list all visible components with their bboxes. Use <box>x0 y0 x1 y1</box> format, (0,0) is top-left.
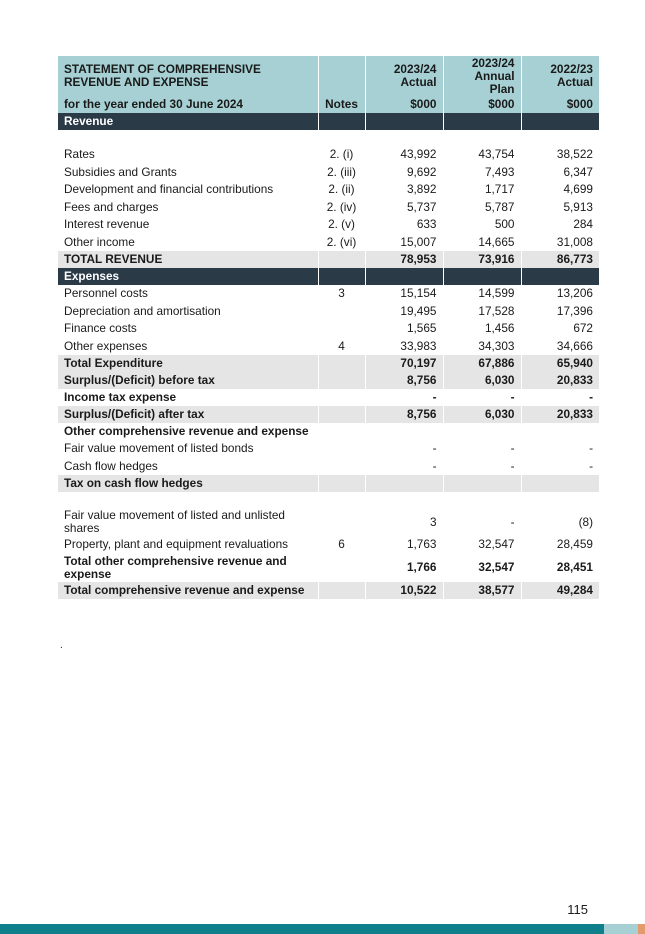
value-cell: 6,347 <box>521 164 599 182</box>
value-cell: 20,833 <box>521 406 599 423</box>
value-cell: 284 <box>521 216 599 234</box>
value-cell: 43,754 <box>443 146 521 164</box>
value-cell: 78,953 <box>365 251 443 268</box>
row-label: Other comprehensive revenue and expense <box>64 424 309 438</box>
total-row <box>58 251 599 268</box>
value-cell: 70,197 <box>365 355 443 372</box>
value-cell: 3,892 <box>365 181 443 199</box>
table-row <box>58 508 599 536</box>
notes-header: Notes <box>318 96 365 113</box>
value-cell: 13,206 <box>521 285 599 303</box>
section-title: Expenses <box>58 268 318 285</box>
page-number: 115 <box>567 902 588 917</box>
table-row <box>58 320 599 338</box>
value-cell: 633 <box>365 216 443 234</box>
row-note: 2. (ii) <box>318 181 365 199</box>
table-row <box>58 199 599 217</box>
row-label: Fees and charges <box>64 199 159 214</box>
value-cell: 65,940 <box>521 355 599 372</box>
table-row <box>58 440 599 458</box>
header-row <box>58 56 599 96</box>
row-label: Other income <box>64 234 135 249</box>
value-cell: 10,522 <box>365 582 443 599</box>
value-cell: 34,666 <box>521 338 599 356</box>
row-note: 2. (v) <box>318 216 365 234</box>
value-cell: 15,007 <box>365 234 443 252</box>
row-label: Property, plant and equipment revaluations <box>64 537 289 552</box>
value-cell: 86,773 <box>521 251 599 268</box>
row-label: Interest revenue <box>64 217 150 232</box>
header-units-row <box>58 96 599 113</box>
row-note: 2. (vi) <box>318 234 365 252</box>
table-row <box>58 536 599 554</box>
row-note: 3 <box>318 285 365 303</box>
value-cell: 28,451 <box>521 554 599 582</box>
table-row <box>58 146 599 164</box>
value-cell: 20,833 <box>521 372 599 389</box>
period-label: for the year ended 30 June 2024 <box>58 96 318 113</box>
value-cell: - <box>443 440 521 458</box>
value-cell: 5,913 <box>521 199 599 217</box>
row-label: Cash flow hedges <box>64 458 158 473</box>
value-cell: 28,459 <box>521 536 599 554</box>
table-row <box>58 164 599 182</box>
row-label: Depreciation and amortisation <box>64 303 221 318</box>
row-label: Development and financial contributions <box>64 182 274 197</box>
table-row <box>58 554 599 582</box>
value-cell: 1,763 <box>365 536 443 554</box>
value-cell: 9,692 <box>365 164 443 182</box>
value-cell: 3 <box>365 508 443 536</box>
total-row <box>58 406 599 423</box>
row-label: Subsidies and Grants <box>64 164 177 179</box>
value-cell: - <box>521 389 599 406</box>
value-cell: 33,983 <box>365 338 443 356</box>
value-cell: 1,565 <box>365 320 443 338</box>
col-2023-24-actual-header: 2023/24 Actual <box>365 56 443 96</box>
table-row <box>58 338 599 356</box>
unit-label: $000 <box>521 96 599 113</box>
value-cell: - <box>521 458 599 476</box>
unit-label: $000 <box>365 96 443 113</box>
table-row <box>58 216 599 234</box>
row-note: 4 <box>318 338 365 356</box>
table-row <box>58 234 599 252</box>
total-row <box>58 372 599 389</box>
value-cell: 17,396 <box>521 303 599 321</box>
footer-bar-orange <box>638 924 645 934</box>
statement-title: STATEMENT OF COMPREHENSIVE REVENUE AND EXPENSE <box>58 56 318 96</box>
row-label: Surplus/(Deficit) after tax <box>58 406 318 423</box>
row-label: Fair value movement of listed bonds <box>64 441 254 456</box>
value-cell: 6,030 <box>443 372 521 389</box>
value-cell: 38,522 <box>521 146 599 164</box>
section-expenses <box>58 268 599 285</box>
table-row <box>58 181 599 199</box>
col-2023-24-plan-header: 2023/24 Annual Plan <box>443 56 521 96</box>
value-cell: - <box>521 440 599 458</box>
subheading-row <box>58 423 599 440</box>
row-label: Income tax expense <box>64 390 177 404</box>
value-cell: 15,154 <box>365 285 443 303</box>
value-cell: 8,756 <box>365 372 443 389</box>
value-cell: (8) <box>521 508 599 536</box>
value-cell: 672 <box>521 320 599 338</box>
value-cell: 32,547 <box>443 536 521 554</box>
row-note: 2. (iv) <box>318 199 365 217</box>
value-cell: 1,456 <box>443 320 521 338</box>
value-cell: 5,787 <box>443 199 521 217</box>
value-cell: 43,992 <box>365 146 443 164</box>
footer-bar-teal <box>0 924 604 934</box>
value-cell: 4,699 <box>521 181 599 199</box>
value-cell: 7,493 <box>443 164 521 182</box>
table-row <box>58 389 599 406</box>
row-label: Other expenses <box>64 338 148 353</box>
table-row <box>58 303 599 321</box>
value-cell: 14,599 <box>443 285 521 303</box>
value-cell: 1,717 <box>443 181 521 199</box>
row-label: Total other comprehensive revenue and expense <box>64 553 287 581</box>
value-cell: - <box>443 458 521 476</box>
row-label: Rates <box>64 147 95 162</box>
footer-bar-light <box>604 924 638 934</box>
row-label: Surplus/(Deficit) before tax <box>58 372 318 389</box>
value-cell: - <box>365 389 443 406</box>
spacer-row <box>58 492 599 508</box>
value-cell: 67,886 <box>443 355 521 372</box>
table-row <box>58 458 599 476</box>
row-note: 2. (i) <box>318 146 365 164</box>
value-cell: - <box>365 440 443 458</box>
section-title: Revenue <box>58 113 318 130</box>
row-note: 2. (iii) <box>318 164 365 182</box>
value-cell: 8,756 <box>365 406 443 423</box>
stray-dot: . <box>60 640 63 651</box>
value-cell: 17,528 <box>443 303 521 321</box>
subheading-row <box>58 475 599 492</box>
table-row <box>58 285 599 303</box>
value-cell: 34,303 <box>443 338 521 356</box>
section-revenue <box>58 113 599 130</box>
row-label: Finance costs <box>64 321 137 336</box>
value-cell: 31,008 <box>521 234 599 252</box>
value-cell: 49,284 <box>521 582 599 599</box>
statement-table <box>58 56 599 599</box>
row-label: Fair value movement of listed and unlisted shares <box>64 508 285 535</box>
value-cell: - <box>365 458 443 476</box>
unit-label: $000 <box>443 96 521 113</box>
col-2022-23-actual-header: 2022/23 Actual <box>521 56 599 96</box>
value-cell: 38,577 <box>443 582 521 599</box>
value-cell: 5,737 <box>365 199 443 217</box>
row-label: Personnel costs <box>64 286 148 301</box>
total-row <box>58 355 599 372</box>
value-cell: 6,030 <box>443 406 521 423</box>
footer-bar <box>0 924 645 934</box>
value-cell: - <box>443 389 521 406</box>
row-label: Total comprehensive revenue and expense <box>58 582 318 599</box>
value-cell: 500 <box>443 216 521 234</box>
value-cell: 73,916 <box>443 251 521 268</box>
value-cell: 32,547 <box>443 554 521 582</box>
row-note: 6 <box>318 536 365 554</box>
value-cell: 1,766 <box>365 554 443 582</box>
row-label: Tax on cash flow hedges <box>58 475 318 492</box>
spacer-row <box>58 130 599 146</box>
value-cell: 19,495 <box>365 303 443 321</box>
grand-total-row <box>58 582 599 599</box>
row-label: Total Expenditure <box>58 355 318 372</box>
row-label: TOTAL REVENUE <box>58 251 318 268</box>
value-cell: 14,665 <box>443 234 521 252</box>
value-cell: - <box>443 508 521 536</box>
